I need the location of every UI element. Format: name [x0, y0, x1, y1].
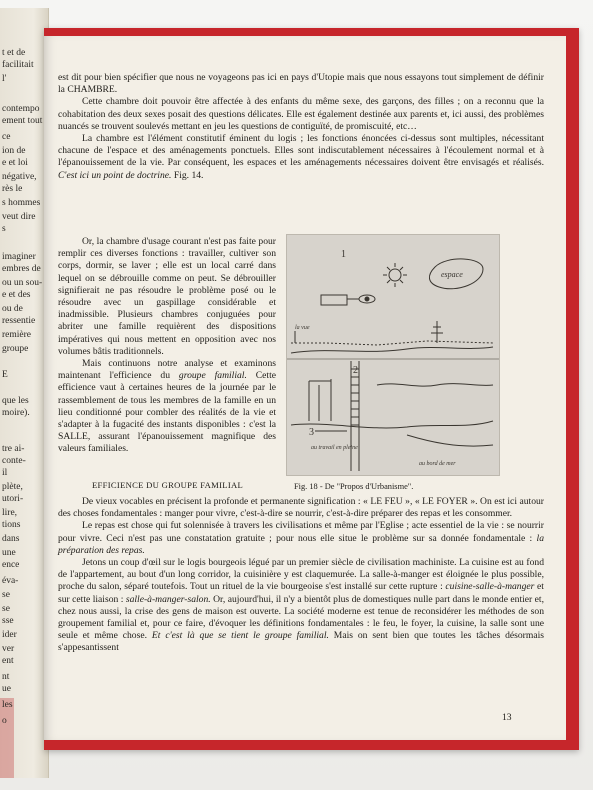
left-margin-fragment: e et loi: [2, 158, 28, 168]
left-margin-fragment: éva-: [2, 576, 19, 586]
paragraph-6-d: Mais on sent bien que toutes les tâches désormais s'appesantissent: [58, 630, 544, 654]
bottom-text-block: [58, 496, 544, 655]
left-margin-fragment: ver: [2, 644, 15, 654]
left-margin-fragment: embres de: [2, 264, 41, 274]
left-margin-fragment: ou de: [2, 304, 23, 314]
paragraph-5: [58, 520, 544, 557]
left-margin-fragment: tre ai-: [2, 444, 25, 454]
left-margin-fragment: ue: [2, 684, 11, 694]
paragraph-6-italic-1: cuisine-salle-à-manger: [445, 581, 535, 593]
figure-label-1: 1: [341, 249, 346, 260]
left-margin-fragment: l': [2, 74, 7, 84]
paragraph-6-a: Jetons un coup d'œil sur le logis bourgeois légué par un premier siècle de civilisation machiniste. La cuisine est au fond de l'appartement, au bout d'un long corridor, la cuisinière y est claquemurée. La salle-à-manger est éloignée le plus possible, proche du salon, séparé toutefois. Tout un rituel de la vie bourgeoise s'est installé sur cette rupture :: [58, 557, 544, 593]
left-margin-fragment: veut dire: [2, 212, 36, 222]
left-margin-fragment: e et des: [2, 290, 31, 300]
left-margin-fragment: o: [2, 716, 7, 726]
previous-page-edge: [0, 8, 49, 778]
left-margin-fragment: une: [2, 548, 16, 558]
left-margin-fragment: ement tout: [2, 116, 43, 126]
sketch-drawing: [287, 235, 499, 475]
paragraph-3-ref: Fig. 14.: [173, 169, 204, 181]
left-margin-fragment: il: [2, 468, 8, 478]
left-margin-fragment: groupe: [2, 344, 29, 354]
paragraph-6-c: Or, aujourd'hui, il n'y a bientôt plus de domestiques nulle part dans le monde entier et, chez nous aussi, la crise des gens de maison est ouverte. La société moderne est tenue de reconsidérer les méthodes de son groupement familial et, pour ce faire, d'évoquer les définitions fondamentales : le feu, le foyer, la cuisine, la salle sont une seule et même chose.: [58, 593, 544, 642]
top-text-block: [58, 72, 544, 182]
left-column: [58, 236, 276, 456]
col-paragraph-2-b: Cette efficience vaut à certaines heures de la journée par le rassemblement de tous les membres de la famille en un lieu conditionné pour combler des réalités de la vie et s'adapter à la fugacité des instants disponibles : c'est la SALLE, assurant l'épanouissement magnifique des valeurs familiales.: [58, 370, 276, 455]
paragraph-5-a: Le repas est chose qui fut solennisée à travers les civilisations et même par l'Eglise ; acte essentiel de la vie : se nourrir pour vivre. Ceci n'est pas une constatation gratuite ; pour nous elle situe le problème sur sa donnée fondamentale :: [58, 520, 544, 544]
paragraph-1: est dit pour bien spécifier que nous ne voyageons pas ici en pays d'Utopie mais que nous essayons tout simplement de définir la CHAMBRE.: [58, 72, 544, 96]
left-margin-fragment: E: [2, 370, 8, 380]
left-margin-fragment: sse: [2, 616, 14, 626]
paragraph-6: [58, 557, 544, 655]
left-margin-fragment: les: [2, 700, 13, 710]
sketch-word-vue: la vue: [295, 325, 310, 331]
paragraph-4: De vieux vocables en précisent la profonde et permanente signification : « LE FEU », « LE FOYER ». On est ici autour des choses fondamentales : manger pour vivre, c'est-à-dire se nourrir, c'est-à-dire préparer des repas et les consommer.: [58, 496, 544, 520]
left-margin-fragment: contempo: [2, 104, 40, 114]
left-margin-fragment: rès le: [2, 184, 23, 194]
left-margin-fragment: ce: [2, 132, 11, 142]
paragraph-5-italic: la préparation des repas.: [58, 532, 544, 556]
left-margin-fragment: facilitait: [2, 60, 34, 70]
col-paragraph-1: Or, la chambre d'usage courant n'est pas faite pour remplir ces diverses fonctions : travailler, cultiver son corps, dormir, se laver ; elle est un local carré dans lequel on se débrouille comme on peut. Se débrouiller signifierait ne pas résoudre le problème posé ou le résoudre avec un gaspillage considérable et inadmissible. Plusieurs chambres conjuguées pour abriter une famille requièrent des dispositions impératives qui nous mettent en opposition avec nos volumes bâtis traditionnels.: [58, 236, 276, 357]
left-margin-fragment: utori-: [2, 494, 24, 504]
left-margin-fragment: ressentie: [2, 316, 36, 326]
left-margin-fragment: t et de: [2, 48, 26, 58]
paragraph-2: Cette chambre doit pouvoir être affectée à des enfants du même sexe, des garçons, des filles ; on a reconnu que la cohabitation des deux sexes posait des questions délicates. Elle est également destinée aux parents et, ici aussi, des problèmes nuancés se trouvent soulevés mettant en jeu les questions de contiguïté, de promiscuité, etc…: [58, 96, 544, 132]
left-margin-fragment: s: [2, 224, 6, 234]
figure-caption: Fig. 18 - De "Propos d'Urbanisme".: [294, 482, 414, 491]
sketch-word-plain: au travail en pleine: [311, 445, 358, 451]
paragraph-3-italic: C'est ici un point de doctrine.: [58, 169, 172, 181]
page-number: 13: [502, 712, 512, 723]
paragraph-6-b: et sur cette liaison :: [58, 581, 544, 605]
sketch-word-espace: espace: [441, 270, 463, 279]
left-margin-fragment: négative,: [2, 172, 37, 182]
left-margin-fragment: ent: [2, 656, 14, 666]
left-margin-fragment: se: [2, 590, 10, 600]
left-margin-fragment: lire,: [2, 508, 18, 518]
section-heading: EFFICIENCE DU GROUPE FAMILIAL: [92, 480, 244, 490]
paragraph-3-main: La chambre est l'élément constitutif éminent du logis ; les fonctions énoncées ci-dessus sont multiples, nécessitant chacune de l'espace et des aménagements ponctuels. Elles sont indiscutablement nécessaires à l'écoulement normal et à l'épanouissement de la vie. Par conséquent, les espaces et les aménagements nécessaires doivent être envisagés et réalisés.: [58, 133, 544, 169]
sketch-word-mer: au bord de mer: [419, 461, 456, 467]
left-margin-fragment: ou un sou-: [2, 278, 43, 288]
left-margin-fragment: imaginer: [2, 252, 36, 262]
left-margin-fragment: ider: [2, 630, 17, 640]
left-cover-edge: [0, 698, 14, 778]
figure-sketch: [286, 234, 500, 476]
book-page: [44, 36, 566, 740]
left-margin-fragment: ence: [2, 560, 20, 570]
left-margin-fragment: que les: [2, 396, 29, 406]
col-paragraph-2: [58, 358, 276, 456]
left-margin-fragment: plète,: [2, 482, 23, 492]
paragraph-6-italic-3: Et c'est là que se tient le groupe familial.: [151, 630, 329, 642]
col-paragraph-2-a: Mais continuons notre analyse et examinons maintenant l'efficience du: [58, 358, 276, 382]
figure-label-2: 2: [353, 365, 358, 376]
left-margin-fragment: tions: [2, 520, 21, 530]
left-margin-fragment: s hommes: [2, 198, 41, 208]
figure-label-3: 3: [309, 427, 314, 438]
left-margin-fragment: remière: [2, 330, 32, 340]
left-margin-fragment: nt: [2, 672, 10, 682]
col-paragraph-2-italic: groupe familial.: [178, 370, 247, 382]
left-margin-fragment: moire).: [2, 408, 30, 418]
paragraph-3: [58, 133, 544, 182]
paragraph-6-italic-2: salle-à-manger-salon.: [125, 593, 211, 605]
left-margin-fragment: conte-: [2, 456, 26, 466]
left-margin-fragment: dans: [2, 534, 20, 544]
left-margin-fragment: ion de: [2, 146, 26, 156]
left-margin-fragment: se: [2, 604, 10, 614]
